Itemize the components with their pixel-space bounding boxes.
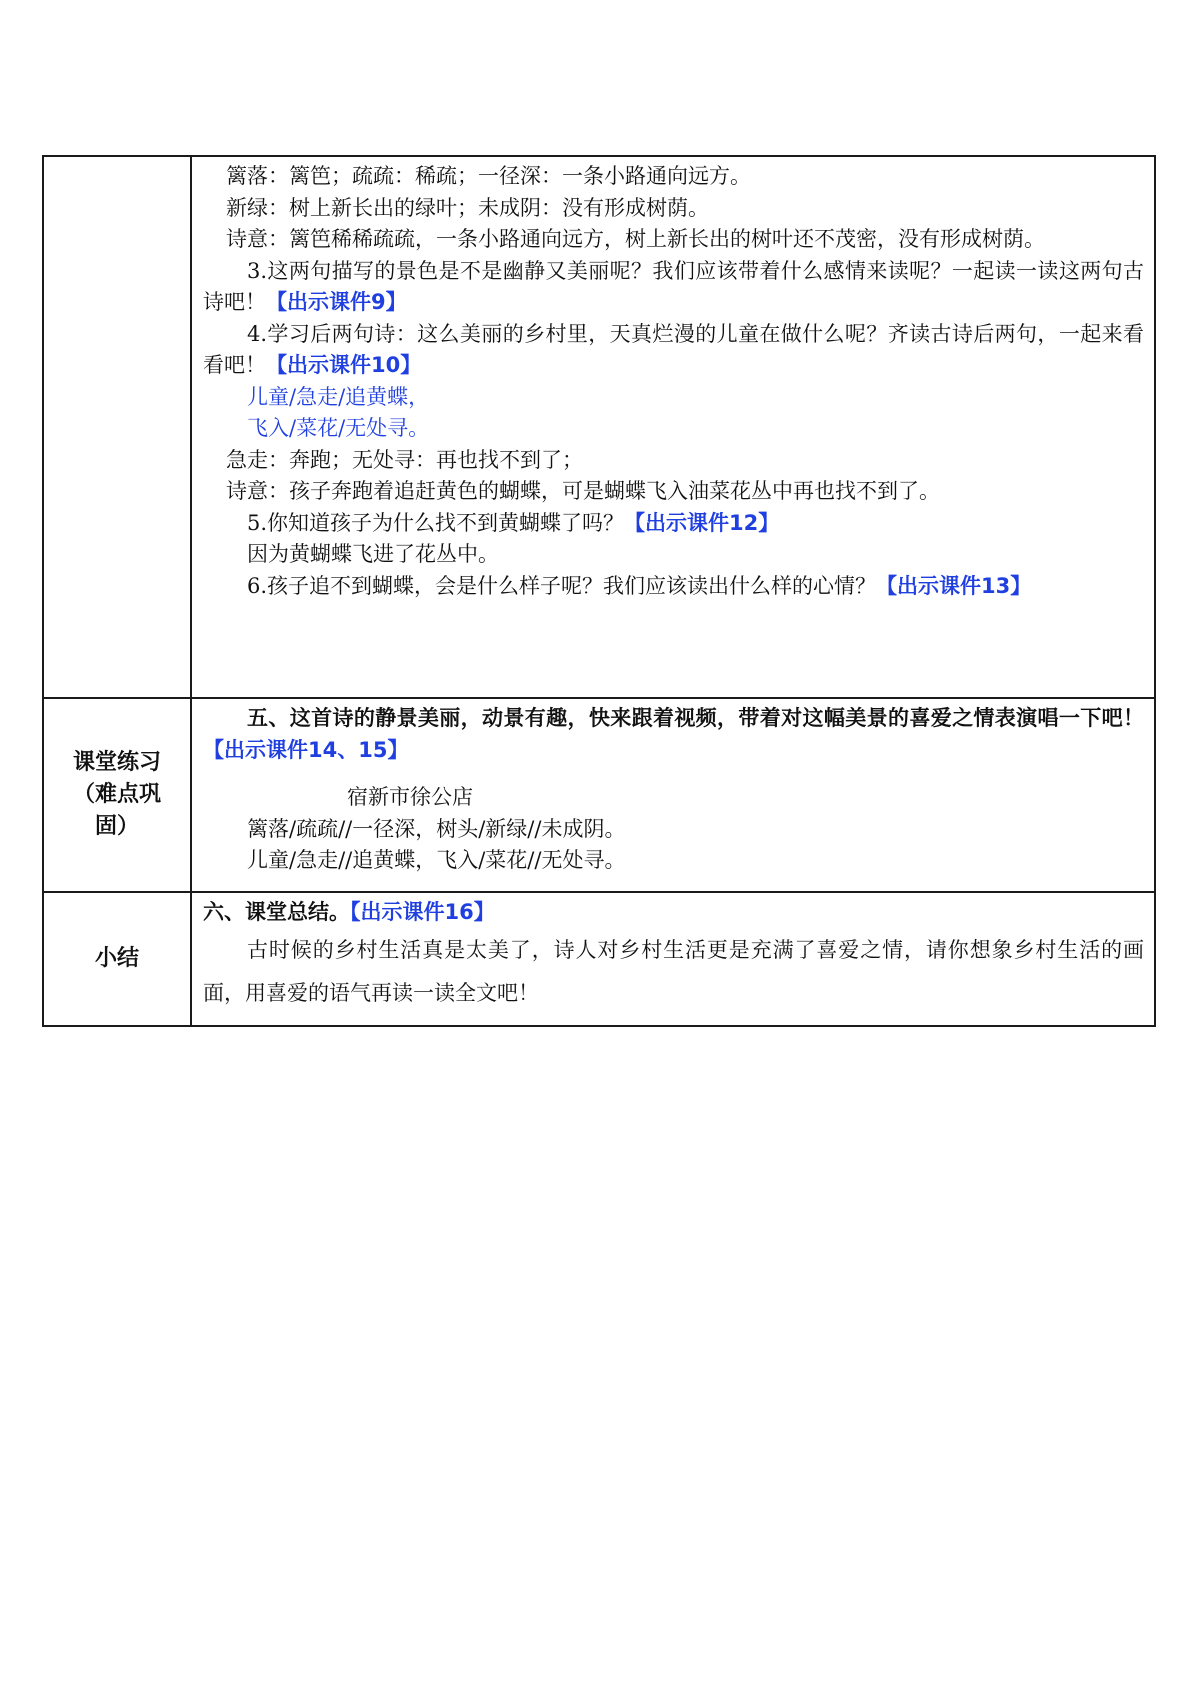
question-3-text: 3.这两句描写的景色是不是幽静又美丽呢？我们应该带着什么感情来读呢？一起读一读这两句古诗吧！ [203, 258, 1144, 314]
question-4-text: 4.学习后两句诗：这么美丽的乡村里，天真烂漫的儿童在做什么呢？齐读古诗后两句，一起来看看吧！ [203, 321, 1144, 377]
table-row-practice [43, 698, 1155, 892]
courseware-tag-10: 【出示课件10】 [266, 353, 422, 377]
poem-line-3: 儿童/急走/追黄蝶， [247, 384, 430, 409]
poem-rhythm-line-2: 儿童/急走//追黄蝶，飞入/菜花//无处寻。 [247, 848, 626, 872]
summary-label-text: 小结 [94, 946, 139, 971]
summary-heading-text: 六、课堂总结。 [203, 900, 350, 924]
question-5-text: 5.你知道孩子为什么找不到黄蝴蝶了吗？ [247, 510, 625, 535]
question-4 [203, 319, 1144, 382]
row-label-summary [43, 892, 191, 1026]
summary-text: 古时候的乡村生活真是太美了，诗人对乡村生活更是充满了喜爱之情，请你想象乡村生活的画面，用喜爱的语气再读一读全文吧！ [203, 937, 1144, 1005]
practice-label-text: 课堂练习（难点巩固） [72, 750, 161, 839]
question-5 [203, 508, 1144, 540]
row-label-practice [43, 698, 191, 892]
lesson-content-cell [191, 156, 1155, 698]
practice-content-cell [191, 698, 1155, 892]
gloss-line-3: 急走：奔跑；无处寻：再也找不到了； [226, 447, 583, 472]
gloss-line-1: 篱落：篱笆；疏疏：稀疏；一径深：一条小路通向远方。 [226, 164, 751, 188]
lesson-plan-table [42, 155, 1156, 1027]
courseware-tag-16: 【出示课件16】 [350, 900, 495, 924]
poem-rhythm-line-1: 篱落/疏疏//一径深，树头/新绿//未成阴。 [247, 816, 626, 841]
table-row-lesson [43, 156, 1155, 698]
poem-title: 宿新市徐公店 [347, 785, 473, 809]
gloss-line-2: 新绿：树上新长出的绿叶；未成阴：没有形成树荫。 [226, 195, 709, 220]
row-label-empty [43, 156, 191, 698]
question-6-text: 6.孩子追不到蝴蝶，会是什么样子呢？我们应该读出什么样的心情？ [247, 573, 877, 598]
answer-5: 因为黄蝴蝶飞进了花丛中。 [247, 542, 499, 566]
practice-heading [203, 703, 1144, 766]
practice-heading-text: 五、这首诗的静景美丽，动景有趣，快来跟着视频，带着对这幅美景的喜爱之情表演唱一下吧！ [247, 706, 1144, 730]
summary-content-cell [191, 892, 1155, 1026]
summary-heading [203, 897, 1144, 929]
question-3 [203, 256, 1144, 319]
courseware-tag-14-15: 【出示课件14、15】 [203, 737, 409, 762]
courseware-tag-12: 【出示课件12】 [624, 510, 780, 535]
question-6 [203, 571, 1144, 603]
courseware-tag-9: 【出示课件9】 [266, 290, 407, 314]
table-row-summary [43, 892, 1155, 1026]
poem-meaning-1: 诗意：篱笆稀稀疏疏，一条小路通向远方，树上新长出的树叶还不茂密，没有形成树荫。 [226, 227, 1045, 251]
courseware-tag-13: 【出示课件13】 [876, 573, 1032, 598]
poem-line-4: 飞入/菜花/无处寻。 [247, 416, 430, 440]
poem-meaning-2: 诗意：孩子奔跑着追赶黄色的蝴蝶，可是蝴蝶飞入油菜花丛中再也找不到了。 [226, 479, 940, 503]
